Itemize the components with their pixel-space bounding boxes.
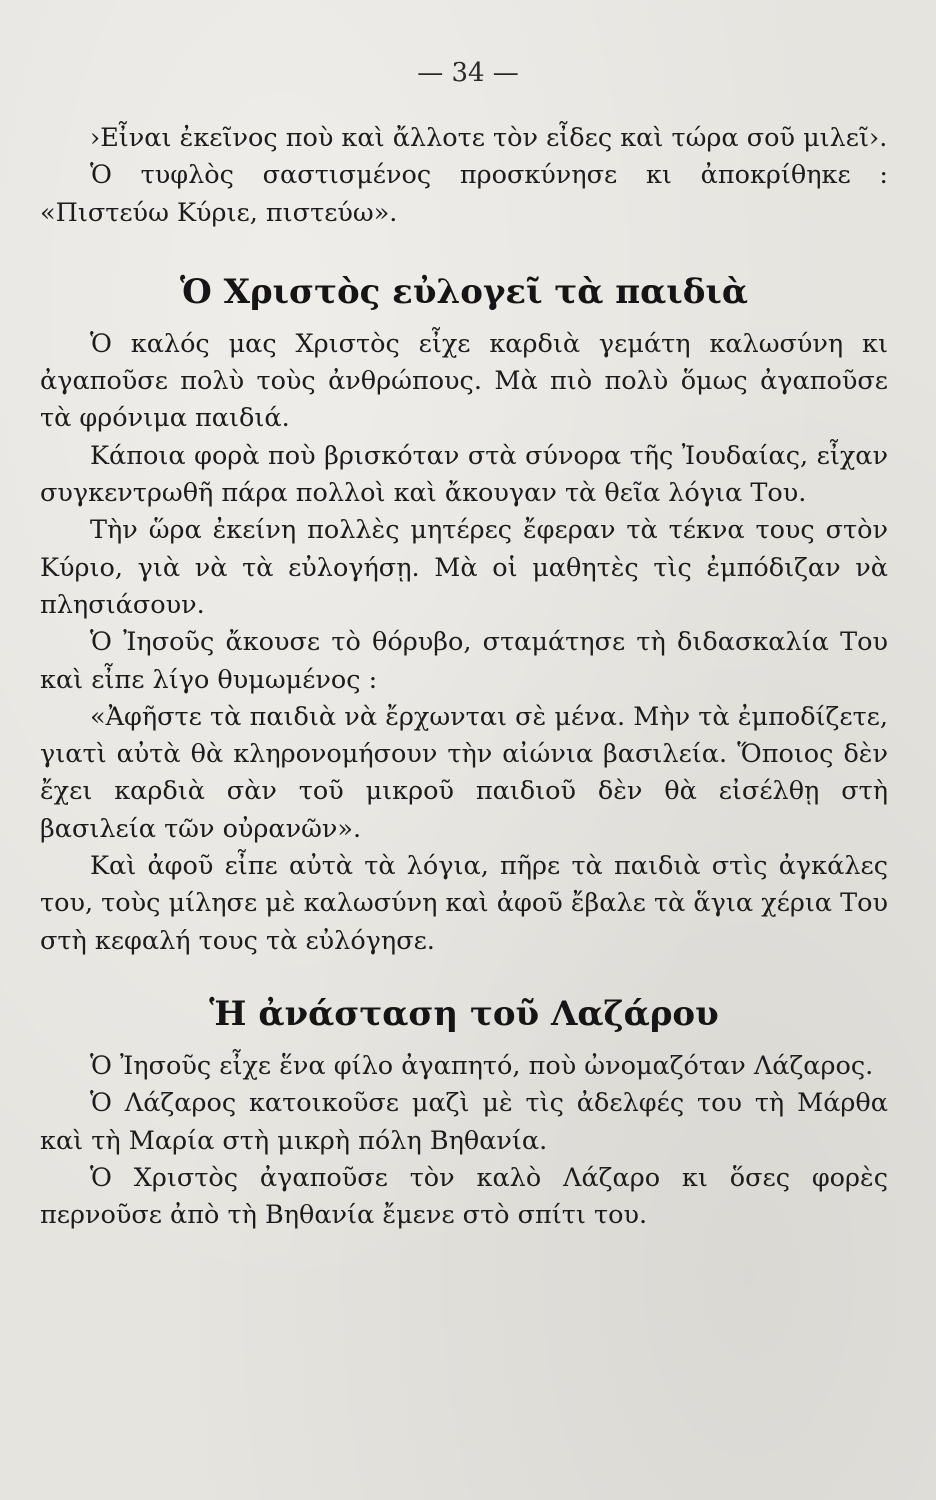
section1-paragraph-6: Καὶ ἀφοῦ εἶπε αὐτὰ τὰ λόγια, πῆρε τὰ παιδιὰ στὶς ἀγκάλες του, τοὺς μίλησε μὲ καλωσύνη καὶ ἀφοῦ ἔβαλε τὰ ἅγια χέρια Του στὴ κεφαλή τους τὰ εὐλόγησε. (40, 851, 888, 956)
intro-paragraph-2: Ὁ τυφλὸς σαστισμένος προσκύνησε κι ἀποκρίθηκε : «Πιστεύω Κύριε, πιστεύω». (40, 160, 888, 228)
intro-paragraph-1: ›Εἶναι ἐκεῖνος ποὺ καὶ ἄλλοτε τὸν εἶδες καὶ τώρα σοῦ μιλεῖ›. (90, 123, 888, 153)
page-number: — 34 — (417, 58, 519, 88)
section-title-children-blessing: Ὁ Χριστὸς εὐλογεῖ τὰ παιδιὰ (179, 271, 749, 312)
page-content (40, 120, 888, 1234)
section2-paragraph-1: Ὁ Ἰησοῦς εἶχε ἕνα φίλο ἀγαπητό, ποὺ ὠνομαζόταν Λάζαρος. (90, 1050, 874, 1081)
section1-paragraph-5: «Ἀφῆστε τὰ παιδιὰ νὰ ἔρχωνται σὲ μένα. Μὴν τὰ ἐμποδίζετε, γιατὶ αὐτὰ θὰ κληρονομήσουν τὴν αἰώνια βασιλεία. Ὅποιος δὲν ἔχει καρδιὰ σὰν τοῦ μικροῦ παιδιοῦ δὲν θὰ εἰσέλθῃ στὴ βασιλεία τῶν οὐρανῶν». (40, 701, 888, 844)
section1-paragraph-4: Ὁ Ἰησοῦς ἄκουσε τὸ θόρυβο, σταμάτησε τὴ διδασκαλία Του καὶ εἶπε λίγο θυμωμένος : (40, 627, 888, 695)
section2-paragraph-3: Ὁ Χριστὸς ἀγαποῦσε τὸν καλὸ Λάζαρο κι ὅσες φορὲς περνοῦσε ἀπὸ τὴ Βηθανία ἔμενε στὸ σπίτι του. (40, 1162, 888, 1231)
section2-paragraph-2: Ὁ Λάζαρος κατοικοῦσε μαζὶ μὲ τὶς ἀδελφές του τὴ Μάρθα καὶ τὴ Μαρία στὴ μικρὴ πόλη Βηθανία. (40, 1088, 888, 1156)
section1-paragraph-1: Ὁ καλός μας Χριστὸς εἶχε καρδιὰ γεμάτη καλωσύνη κι ἀγαποῦσε πολὺ τοὺς ἀνθρώπους. Μὰ πιὸ πολὺ ὅμως ἀγαποῦσε τὰ φρόνιμα παιδιά. (40, 328, 888, 434)
section1-paragraph-3: Τὴν ὥρα ἐκείνη πολλὲς μητέρες ἔφεραν τὰ τέκνα τους στὸν Κύριο, γιὰ νὰ τὰ εὐλογήσῃ. Μὰ οἱ μαθητὲς τὶς ἐμπόδιζαν νὰ πλησιάσουν. (40, 515, 888, 620)
section1-paragraph-2: Κάποια φορὰ ποὺ βρισκόταν στὰ σύνορα τῆς Ἰουδαίας, εἶχαν συγκεντρωθῆ πάρα πολλοὶ καὶ ἄκουγαν τὰ θεῖα λόγια Του. (40, 440, 888, 509)
section-title-lazarus: Ἡ ἀνάσταση τοῦ Λαζάρου (209, 993, 719, 1034)
